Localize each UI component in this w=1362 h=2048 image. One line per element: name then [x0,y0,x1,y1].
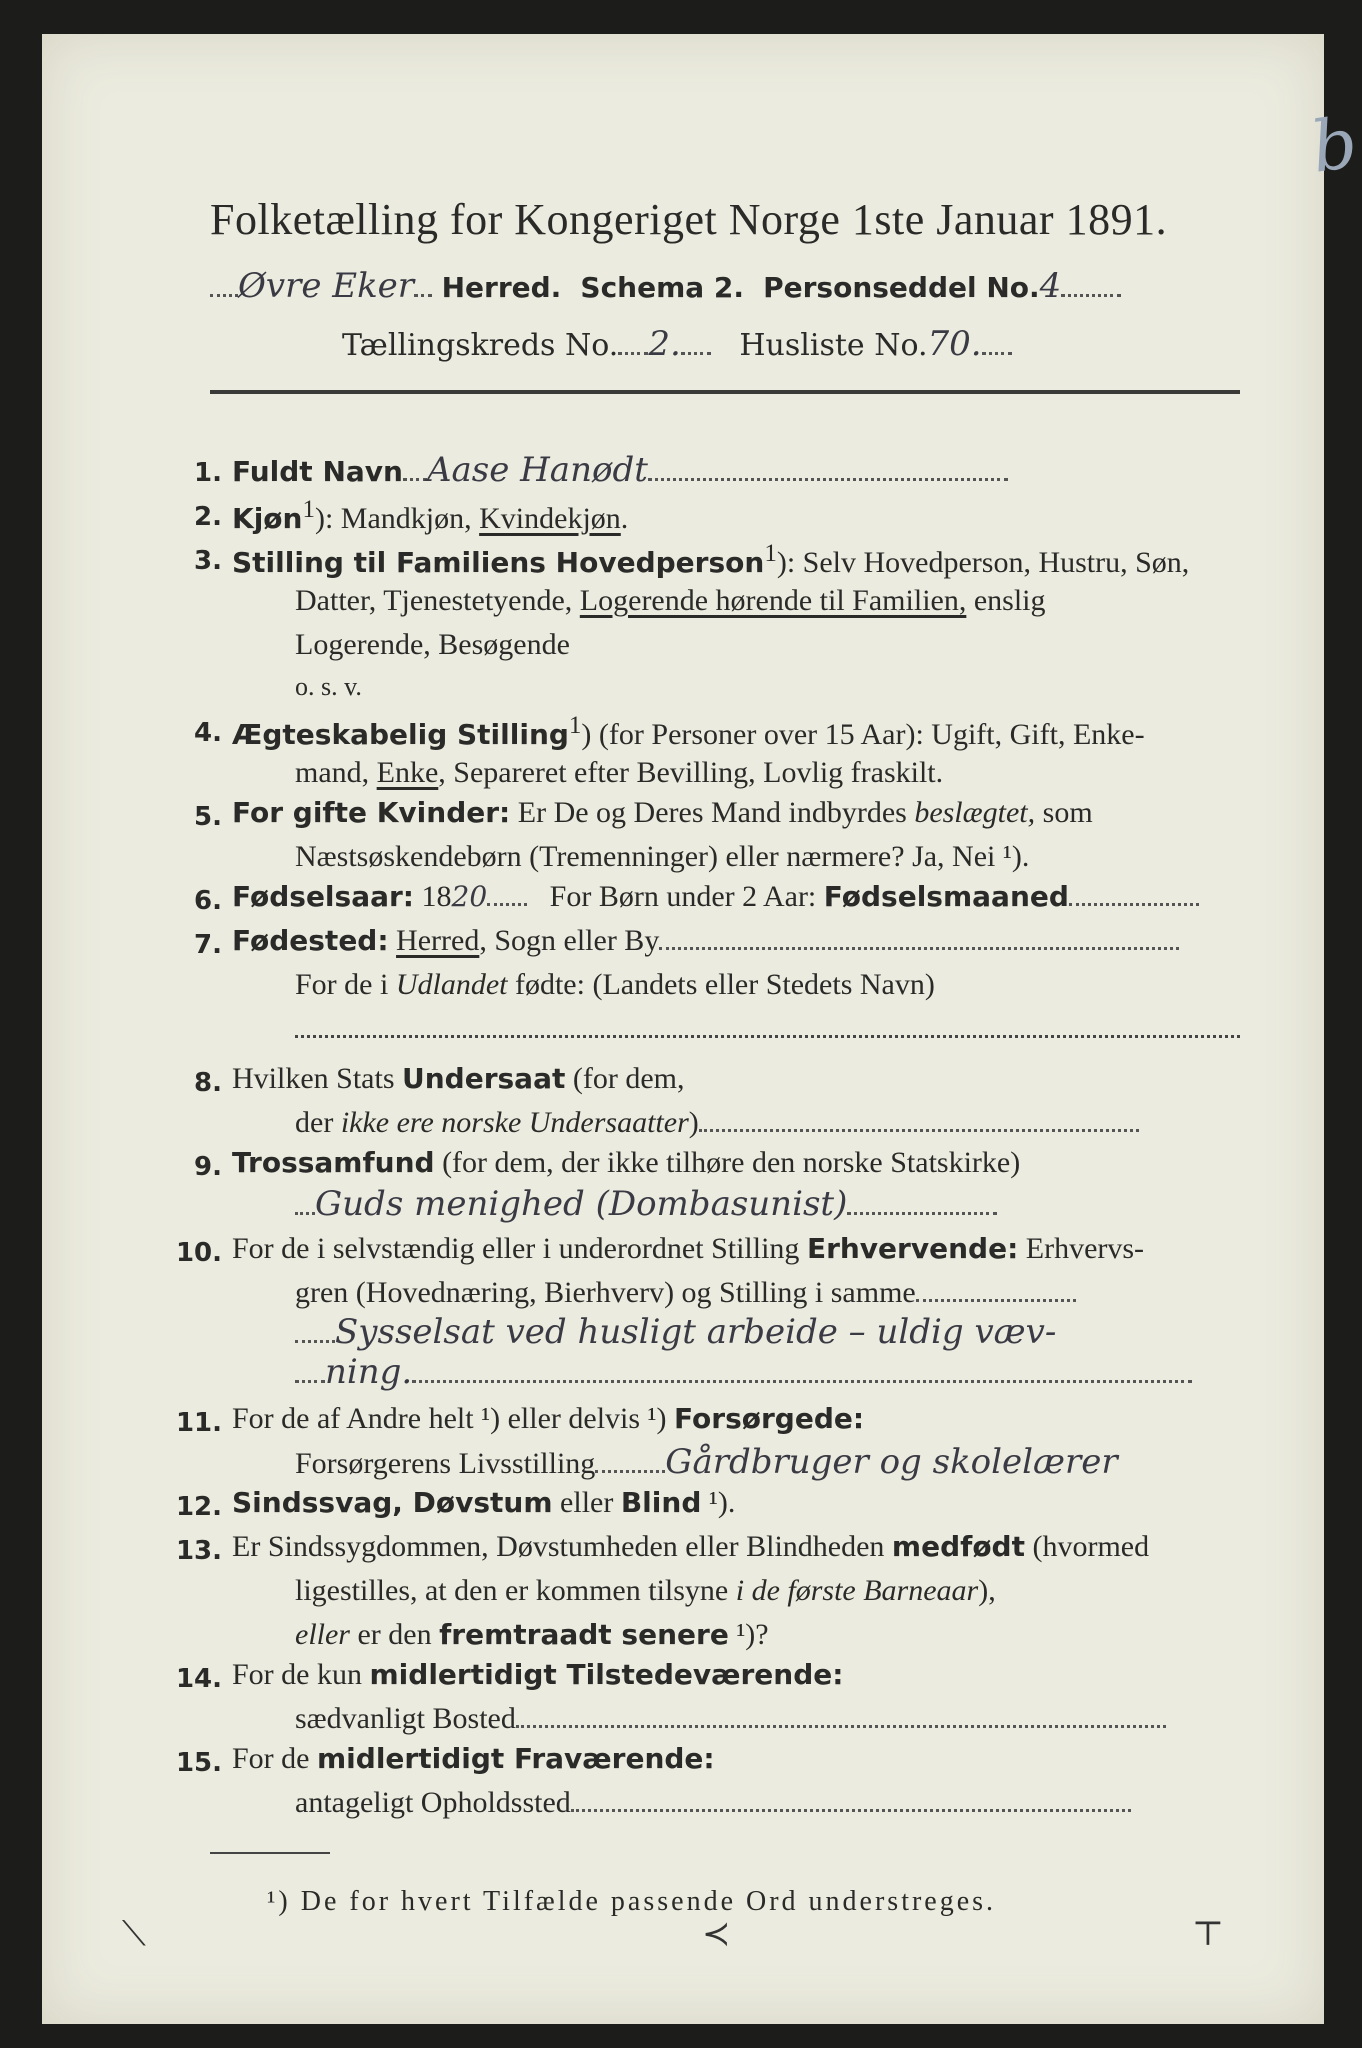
q13-line-2-end: ), [978,1574,996,1607]
q8-line-2-text: der [295,1106,341,1139]
q10-label: Erhvervende: [806,1232,1019,1265]
q9-line-1 [232,1146,1020,1180]
footnote-rule [210,1852,330,1854]
q7-label: Fødested: [232,924,389,957]
q13-line-2-text: ligestilles, at den er kommen tilsyne [295,1574,736,1607]
form-title: Folketælling for Kongeriget Norge 1ste Januar 1891. [210,195,1168,244]
q4-footnote-ref: 1 [568,712,582,739]
q10-line-1-end: Erhvervs- [1018,1232,1145,1265]
q5-number: 5. [194,802,222,832]
q11-answer: Gårdbruger og skolelærer [665,1442,1118,1482]
q13-italic-eller: eller [295,1618,350,1651]
q8-line-1 [232,1062,684,1096]
q8-line-2-end: ) [688,1106,699,1139]
q15-line-2-text: antageligt Opholdssted [295,1786,571,1819]
schema-label: Schema 2. [580,271,745,304]
q7-selected-option: Herred [396,924,480,957]
q2-row [232,496,628,536]
q12-text-end: ¹). [701,1486,736,1519]
corner-tick-left: ⟍ [122,1914,146,1954]
kreds-label: Tællingskreds No. [342,328,619,363]
kreds-number: 2. [648,324,681,364]
q13-line-1-end: (hvormed [1024,1530,1150,1563]
q10-line-2-text: gren (Hovednæring, Bierhverv) og Stilling i samme [295,1276,916,1309]
q4-line-2-end: , Separeret efter Bevilling, Lovlig fraskilt. [438,756,944,789]
q7-italic-word: Udlandet [395,968,508,1001]
q14-line-2 [295,1702,1166,1736]
q8-number: 8. [194,1068,222,1098]
q12-number: 12. [175,1492,222,1522]
q3-line-2-end: enslig [966,584,1046,617]
corner-tick-center: ≺ [702,1914,731,1954]
q3-label: Stilling til Familiens Hovedperson [232,546,765,579]
q3-selected-option: Logerende hørende til Familien, [579,584,967,617]
q3-number: 3. [194,546,222,576]
q3-line-2-text: Datter, Tjenestetyende, [295,584,580,617]
q7-line-2-end: fødte: (Landets eller Stedets Navn) [507,968,935,1001]
q1-answer: Aase Hanødt [426,450,648,490]
q11-label: Forsørgede: [674,1402,865,1435]
herred-label: Herred. [441,271,562,304]
q6-year-handwritten: 20 [451,880,488,913]
q6-label: Fødselsaar: [232,880,414,913]
q8-italic-phrase: ikke ere norske Undersaatter [340,1106,689,1139]
q11-line-1-text: For de af Andre helt ¹) eller delvis ¹) [232,1402,675,1435]
q8-line-2 [295,1106,1139,1140]
q3-line-3: Logerende, Besøgende [295,628,570,661]
personseddel-number: 4 [1039,266,1062,306]
q3-line-4: o. s. v. [295,672,362,701]
q1-number: 1. [194,458,222,488]
q13-line-3-text: er den [349,1618,440,1651]
q7-answer-line [295,1034,1240,1038]
q4-line-2-text: mand, [295,756,377,789]
q6-year-printed: 18 [421,880,452,913]
footnote: ¹) De for hvert Tilfælde passende Ord understreges. [267,1886,997,1917]
q11-line-1 [232,1402,864,1436]
q4-selected-option: Enke [376,756,439,789]
q12-row [232,1486,735,1520]
q10-line-2 [295,1276,1076,1310]
q15-label: midlertidigt Fraværende: [317,1742,715,1775]
corner-tick-right: ⊤ [1192,1914,1224,1954]
q5-line-2: Næstsøskendebørn (Tremenninger) eller nærmere? Ja, Nei ¹). [295,840,1030,873]
header-line-1 [210,266,1121,306]
q7-number: 7. [194,930,222,960]
q15-line-1-text: For de [232,1742,317,1775]
q2-text-end: . [620,502,629,535]
q9-line-1-text: (for dem, der ikke tilhøre den norske Statskirke) [434,1146,1021,1179]
q13-line-1-text: Er Sindssygdommen, Døvstumheden eller Blindheden [232,1530,892,1563]
q5-line-1 [232,796,1093,830]
q14-line-1-text: For de kun [232,1658,370,1691]
q10-answer-2: ning. [325,1352,413,1392]
q12-label: Sindssvag, Døvstum [232,1486,553,1519]
q13-line-3 [295,1618,769,1652]
herred-handwritten: Øvre Eker [238,266,415,306]
q15-number: 15. [175,1748,222,1778]
q5-line-1-text: Er De og Deres Mand indbyrdes [510,796,915,829]
q10-number: 10. [175,1238,222,1268]
q7-line-1-end: , Sogn eller By [479,924,660,957]
q8-line-1-end: (for dem, [565,1062,685,1095]
q13-line-2 [295,1574,996,1608]
q13-italic-phrase: i de første Barneaar [735,1574,979,1607]
q8-line-1-text: Hvilken Stats [232,1062,402,1095]
q11-number: 11. [175,1408,222,1438]
q7-line-2-text: For de i [295,968,396,1001]
q15-line-2 [295,1786,1131,1820]
q12-blind-label: Blind [620,1486,702,1519]
q14-line-2-text: sædvanligt Bosted [295,1702,516,1735]
q3-footnote-ref: 1 [764,540,777,567]
q14-number: 14. [175,1664,222,1694]
q9-answer: Guds menighed (Dombasunist) [315,1184,848,1224]
q1-row [232,450,1008,490]
q13-line-1 [232,1530,1149,1564]
q10-answer-row-2 [295,1352,1192,1392]
q3-line-1-text: ): Selv Hovedperson, Hustru, Søn, [776,546,1190,579]
q4-label: Ægteskabelig Stilling [232,718,569,751]
q7-line-1 [232,924,1179,958]
q4-line-2 [295,756,943,790]
q7-line-2 [295,968,935,1002]
q5-label: For gifte Kvinder: [232,796,511,829]
q15-line-1 [232,1742,715,1776]
q9-label: Trossamfund [232,1146,435,1179]
q7-space [389,924,397,957]
husliste-number: 70. [927,324,982,364]
q6-tail-text: For Børn under 2 Aar: [549,880,824,913]
q10-line-1 [232,1232,1144,1266]
q5-line-1-end: som [1035,796,1093,829]
q10-answer-row-1 [295,1312,1056,1352]
q2-text: ): Mandkjøn, [314,502,480,535]
q13-label: medfødt [891,1530,1025,1563]
q2-footnote-ref: 1 [302,496,315,523]
q9-answer-row [295,1184,997,1224]
q2-label: Kjøn [232,502,303,535]
q4-line-1-text: ) (for Personer over 15 Aar): Ugift, Gift, Enke- [581,718,1145,751]
q4-number: 4. [194,718,222,748]
q6-number: 6. [194,886,222,916]
q14-label: midlertidigt Tilstedeværende: [369,1658,844,1691]
q14-line-1 [232,1658,843,1692]
corner-pencil-mark: b [1306,101,1362,189]
q4-line-1 [232,712,1145,752]
husliste-label: Husliste No. [739,328,928,363]
q1-label: Fuldt Navn [232,455,403,488]
q12-text: eller [552,1486,621,1519]
q3-line-2 [295,584,1046,618]
q9-number: 9. [194,1152,222,1182]
q13-bold-phrase: fremtraadt senere [439,1618,729,1651]
q10-answer-1: Sysselsat ved husligt arbeide – uldig væv- [335,1312,1057,1352]
q13-line-3-end: ¹)? [728,1618,769,1651]
q8-label: Undersaat [402,1062,566,1095]
header-rule [210,390,1240,394]
q13-number: 13. [175,1536,222,1566]
q3-line-1 [232,540,1189,580]
q2-number: 2. [194,502,222,532]
q2-selected-option: Kvindekjøn [479,502,621,535]
personseddel-label: Personseddel No. [763,271,1040,304]
q11-line-2-text: Forsørgerens Livsstilling [295,1447,596,1480]
q6-fodselsmaaned-label: Fødselsmaaned [823,880,1069,913]
q5-italic-word: beslægtet, [914,796,1036,829]
header-line-2 [342,324,1012,364]
q10-line-1-text: For de i selvstændig eller i underordnet Stilling [232,1232,807,1265]
q11-line-2 [295,1442,1118,1482]
census-sheet [42,34,1362,2024]
q6-row [232,880,1199,914]
